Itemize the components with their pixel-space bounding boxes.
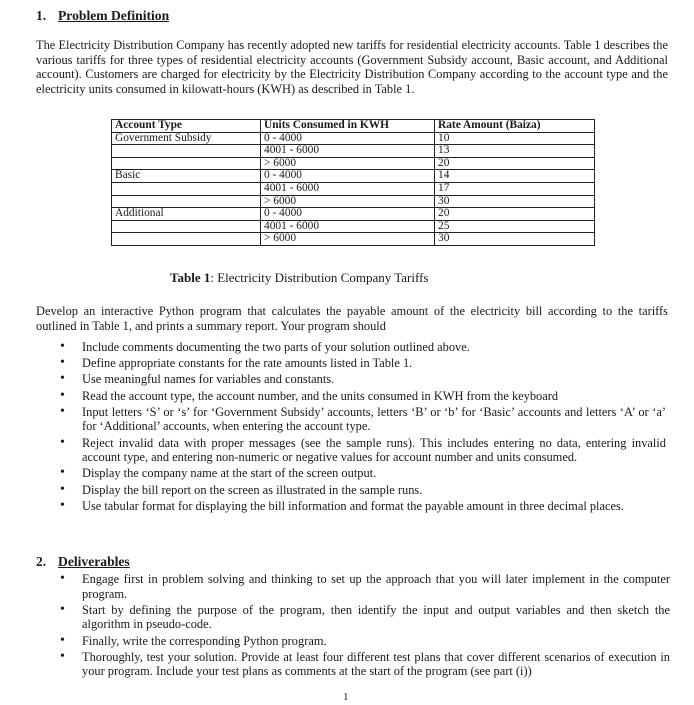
deliverables-list — [58, 572, 670, 681]
task-intro-paragraph: Develop an interactive Python program that calculates the payable amount of the electricity bill according to the tariffs outlined in Table 1, and prints a summary report. Your program should — [36, 304, 668, 333]
section-1-heading — [36, 9, 169, 24]
table-row — [112, 145, 595, 158]
cell-units: 0 - 4000 — [261, 208, 435, 221]
cell-account-type: Government Subsidy — [112, 132, 261, 145]
cell-account-type: Additional — [112, 208, 261, 221]
section-2-heading — [36, 555, 130, 570]
cell-units: > 6000 — [261, 233, 435, 246]
cell-rate: 30 — [435, 233, 595, 246]
cell-account-type — [112, 182, 261, 195]
cell-rate: 14 — [435, 170, 595, 183]
header-units-consumed: Units Consumed in KWH — [261, 120, 435, 133]
cell-account-type — [112, 220, 261, 233]
cell-units: > 6000 — [261, 157, 435, 170]
cell-units: 4001 - 6000 — [261, 182, 435, 195]
table-row — [112, 208, 595, 221]
table-caption — [170, 271, 428, 286]
list-item: • Engage first in problem solving and thinking to set up the approach that you will later implement in the computer program. — [58, 572, 670, 601]
cell-account-type: Basic — [112, 170, 261, 183]
table-row — [112, 157, 595, 170]
cell-units: 0 - 4000 — [261, 132, 435, 145]
header-account-type: Account Type — [112, 120, 261, 133]
list-item: • Finally, write the corresponding Python program. — [58, 634, 670, 649]
section-1-number: 1. — [36, 8, 47, 23]
cell-rate: 10 — [435, 132, 595, 145]
table-row — [112, 170, 595, 183]
tariff-table — [111, 119, 595, 246]
cell-rate: 17 — [435, 182, 595, 195]
page-number: 1 — [343, 691, 349, 703]
table-caption-text: : Electricity Distribution Company Tariffs — [210, 270, 429, 285]
cell-account-type — [112, 233, 261, 246]
table-row — [112, 132, 595, 145]
cell-units: 4001 - 6000 — [261, 220, 435, 233]
cell-rate: 20 — [435, 208, 595, 221]
section-2-number: 2. — [36, 554, 47, 569]
cell-units: 4001 - 6000 — [261, 145, 435, 158]
cell-rate: 20 — [435, 157, 595, 170]
cell-units: > 6000 — [261, 195, 435, 208]
table-row — [112, 182, 595, 195]
table-row — [112, 233, 595, 246]
list-item: • Display the company name at the start of the screen output. — [58, 466, 666, 481]
list-item: • Read the account type, the account number, and the units consumed in KWH from the keyboard — [58, 389, 666, 404]
problem-intro-paragraph: The Electricity Distribution Company has recently adopted new tariffs for residential electricity accounts. Table 1 describes the various tariffs for three types of residential electricity accounts (Government Subsidy account, Basic account, and Additional account). Customers are charged for electricity by the Electricity Distribution Company according to the account type and the electricity units consumed in kilowatt-hours (KWH) as described in Table 1. — [36, 38, 668, 96]
cell-rate: 30 — [435, 195, 595, 208]
cell-account-type — [112, 145, 261, 158]
section-2-title: Deliverables — [58, 554, 130, 569]
list-item: • Input letters ‘S’ or ‘s’ for ‘Government Subsidy’ accounts, letters ‘B’ or ‘b’ for ‘Basic’ accounts and letters ‘A’ or ‘a’ for ‘Additional’ accounts, when entering the account type. — [58, 405, 666, 434]
cell-rate: 25 — [435, 220, 595, 233]
cell-account-type — [112, 195, 261, 208]
table-row — [112, 220, 595, 233]
list-item: • Start by defining the purpose of the program, then identify the input and output variables and then sketch the algorithm in pseudo-code. — [58, 603, 670, 632]
cell-account-type — [112, 157, 261, 170]
list-item: • Define appropriate constants for the rate amounts listed in Table 1. — [58, 356, 666, 371]
list-item: • Use meaningful names for variables and constants. — [58, 372, 666, 387]
section-1-title: Problem Definition — [58, 8, 170, 23]
table-row — [112, 195, 595, 208]
list-item: • Thoroughly, test your solution. Provide at least four different test plans that cover different scenarios of execution in your program. Include your test plans as comments at the start of the program (see part (i)) — [58, 650, 670, 679]
list-item: • Use tabular format for displaying the bill information and format the payable amount in three decimal places. — [58, 499, 666, 514]
list-item: • Reject invalid data with proper messages (see the sample runs). This includes entering no data, entering invalid account type, and entering non-numeric or negative values for account number and units consumed. — [58, 436, 666, 465]
cell-units: 0 - 4000 — [261, 170, 435, 183]
table-caption-label: Table 1 — [170, 270, 211, 285]
cell-rate: 13 — [435, 145, 595, 158]
requirements-list — [58, 340, 666, 515]
table-header-row — [112, 120, 595, 133]
header-rate-amount: Rate Amount (Baiza) — [435, 120, 595, 133]
list-item: • Include comments documenting the two parts of your solution outlined above. — [58, 340, 666, 355]
list-item: • Display the bill report on the screen as illustrated in the sample runs. — [58, 483, 666, 498]
